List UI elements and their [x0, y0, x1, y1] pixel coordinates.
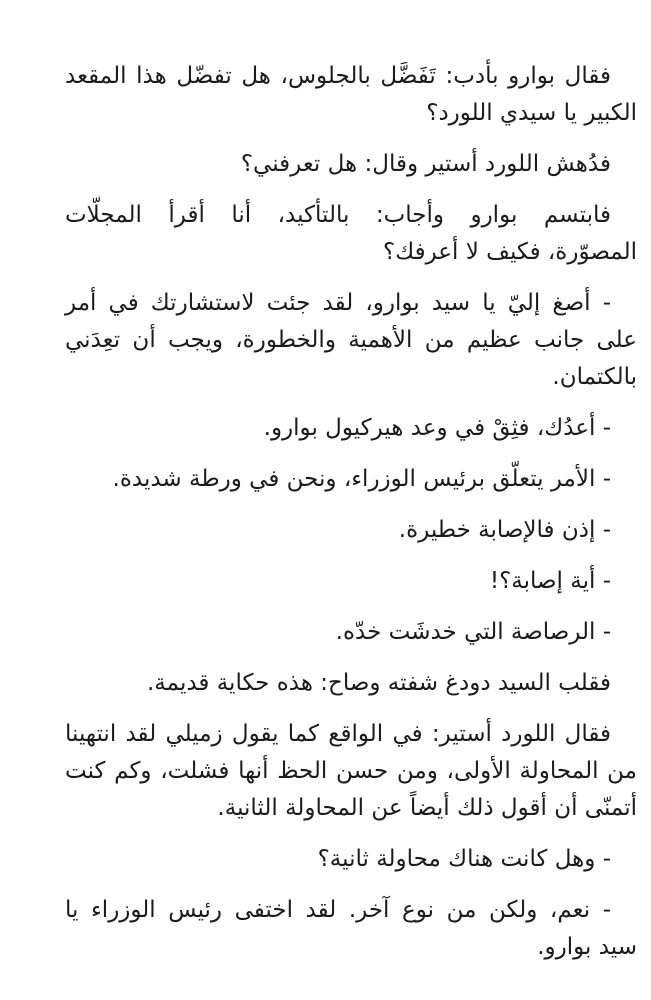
paragraph: [65, 892, 637, 966]
paragraph: [65, 146, 637, 183]
paragraph: [65, 285, 637, 396]
paragraph: [65, 410, 637, 447]
text-line: بالكتمان.: [552, 364, 637, 390]
text-line: الكبير يا سيدي اللورد؟: [426, 100, 637, 126]
paragraph: [65, 665, 637, 702]
paragraph: [65, 461, 637, 498]
text-line: فقال بوارو بأدب: تَفَضَّل بالجلوس، هل تفضّل هذا المقعد: [65, 63, 611, 89]
paragraph: [65, 841, 637, 878]
paragraph: [65, 197, 637, 271]
paragraph: [65, 58, 637, 132]
text-line: فقلب السيد دودغ شفته وصاح: هذه حكاية قديمة.: [147, 670, 611, 696]
text-line: المصوّرة، فكيف لا أعرفك؟: [383, 239, 637, 265]
text-line: - إذن فالإصابة خطيرة.: [398, 517, 611, 543]
text-line: - الأمر يتعلّق برئيس الوزراء، ونحن في ورطة شديدة.: [112, 466, 611, 492]
paragraph: [65, 716, 637, 827]
text-line: - أية إصابة؟!: [489, 568, 611, 594]
text-line: على جانب عظيم من الأهمية والخطورة، ويجب أن تعِدَني: [65, 327, 637, 353]
text-line: فدُهش اللورد أستير وقال: هل تعرفني؟: [240, 151, 611, 177]
text-line: أتمنّى أن أقول ذلك أيضاً عن المحاولة الثانية.: [217, 795, 637, 821]
text-line: - أعدُك، فثِقْ في وعد هيركيول بوارو.: [263, 415, 611, 441]
text-line: من المحاولة الأولى، ومن حسن الحظ أنها فشلت، وكم كنت: [65, 758, 637, 784]
paragraph: [65, 512, 637, 549]
text-line: فقال اللورد أستير: في الواقع كما يقول زميلي لقد انتهينا: [65, 721, 611, 747]
text-line: فابتسم بوارو وأجاب: بالتأكيد، أنا أقرأ المجلّات: [65, 202, 611, 228]
text-line: - الرصاصة التي خدشَت خدّه.: [335, 619, 611, 645]
text-line: - نعم، ولكن من نوع آخر. لقد اختفى رئيس الوزراء يا: [65, 897, 611, 923]
paragraph: [65, 563, 637, 600]
text-line: - أصغ إليّ يا سيد بوارو، لقد جئت لاستشارتك في أمر: [65, 290, 611, 316]
text-line: - وهل كانت هناك محاولة ثانية؟: [317, 846, 611, 872]
text-line: سيد بوارو.: [537, 934, 637, 960]
paragraph: [65, 614, 637, 651]
